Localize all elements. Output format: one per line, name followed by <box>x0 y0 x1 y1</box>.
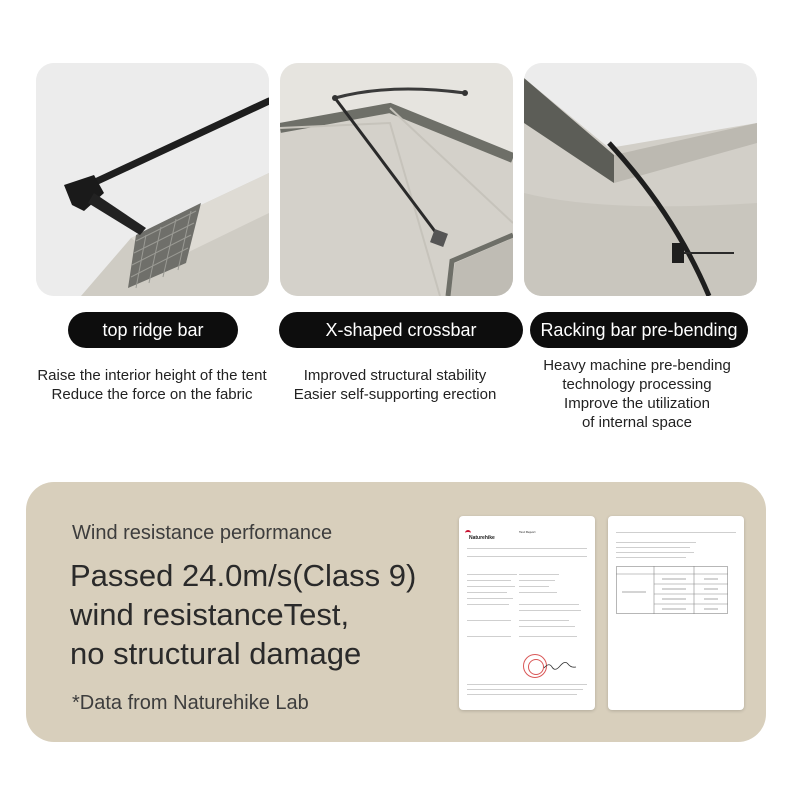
wind-footnote: *Data from Naturehike Lab <box>72 692 309 714</box>
feature-label-x-shaped-crossbar: X-shaped crossbar <box>279 312 523 348</box>
test-report-page-2 <box>608 516 744 710</box>
text-placeholder <box>519 604 579 605</box>
headline-line: wind resistanceTest, <box>70 597 350 632</box>
text-placeholder <box>467 684 587 685</box>
signature-icon <box>543 661 577 671</box>
divider <box>467 556 587 557</box>
desc-line: Improve the utilization <box>564 395 710 412</box>
feature-label-racking-bar: Racking bar pre-bending <box>530 312 748 348</box>
text-placeholder <box>519 610 581 611</box>
text-placeholder <box>616 552 694 553</box>
wind-resistance-panel <box>26 482 766 742</box>
desc-line: Improved structural stability <box>303 367 487 384</box>
feature-desc-top-ridge-bar <box>22 366 282 404</box>
photo-racking-bar-pre-bending <box>524 63 757 296</box>
desc-line: Heavy machine pre-bending <box>543 357 731 374</box>
wind-headline <box>70 556 416 673</box>
feature-label-top-ridge-bar: top ridge bar <box>68 312 238 348</box>
desc-line: Reduce the force on the fabric <box>51 386 253 403</box>
feature-desc-x-shaped-crossbar <box>270 366 520 404</box>
text-placeholder <box>467 586 515 587</box>
text-placeholder <box>616 557 686 558</box>
desc-line: technology processing <box>562 376 712 393</box>
desc-line: of internal space <box>581 414 693 431</box>
feature-desc-racking-bar <box>522 356 752 432</box>
headline-line: no structural damage <box>70 636 362 671</box>
headline-line: Passed 24.0m/s(Class 9) <box>70 558 417 593</box>
text-placeholder <box>467 694 577 695</box>
desc-line: Raise the interior height of the tent <box>37 367 267 384</box>
text-placeholder <box>519 574 559 575</box>
text-placeholder <box>467 580 511 581</box>
text-placeholder <box>519 620 569 621</box>
text-placeholder <box>519 592 557 593</box>
photo-x-shaped-crossbar <box>280 63 513 296</box>
x-shaped-crossbar-illustration <box>280 63 513 296</box>
desc-line: Easier self-supporting erection <box>293 386 497 403</box>
text-placeholder <box>467 604 509 605</box>
test-report-page-1 <box>459 516 595 710</box>
text-placeholder <box>519 586 549 587</box>
text-placeholder <box>467 598 513 599</box>
report-title: Test Report <box>519 530 536 534</box>
photo-top-ridge-bar <box>36 63 269 296</box>
divider <box>616 532 736 533</box>
report-brand: Naturehike <box>469 535 495 541</box>
text-placeholder <box>467 689 583 690</box>
results-table <box>616 566 728 614</box>
text-placeholder <box>616 542 696 543</box>
racking-bar-illustration <box>524 63 757 296</box>
text-placeholder <box>467 636 511 637</box>
wind-subtitle: Wind resistance performance <box>72 522 333 544</box>
text-placeholder <box>467 592 507 593</box>
text-placeholder <box>467 620 511 621</box>
divider <box>467 548 587 549</box>
text-placeholder <box>519 626 575 627</box>
text-placeholder <box>467 574 517 575</box>
top-ridge-bar-illustration <box>36 63 269 296</box>
text-placeholder <box>519 580 555 581</box>
text-placeholder <box>616 547 690 548</box>
text-placeholder <box>519 636 577 637</box>
